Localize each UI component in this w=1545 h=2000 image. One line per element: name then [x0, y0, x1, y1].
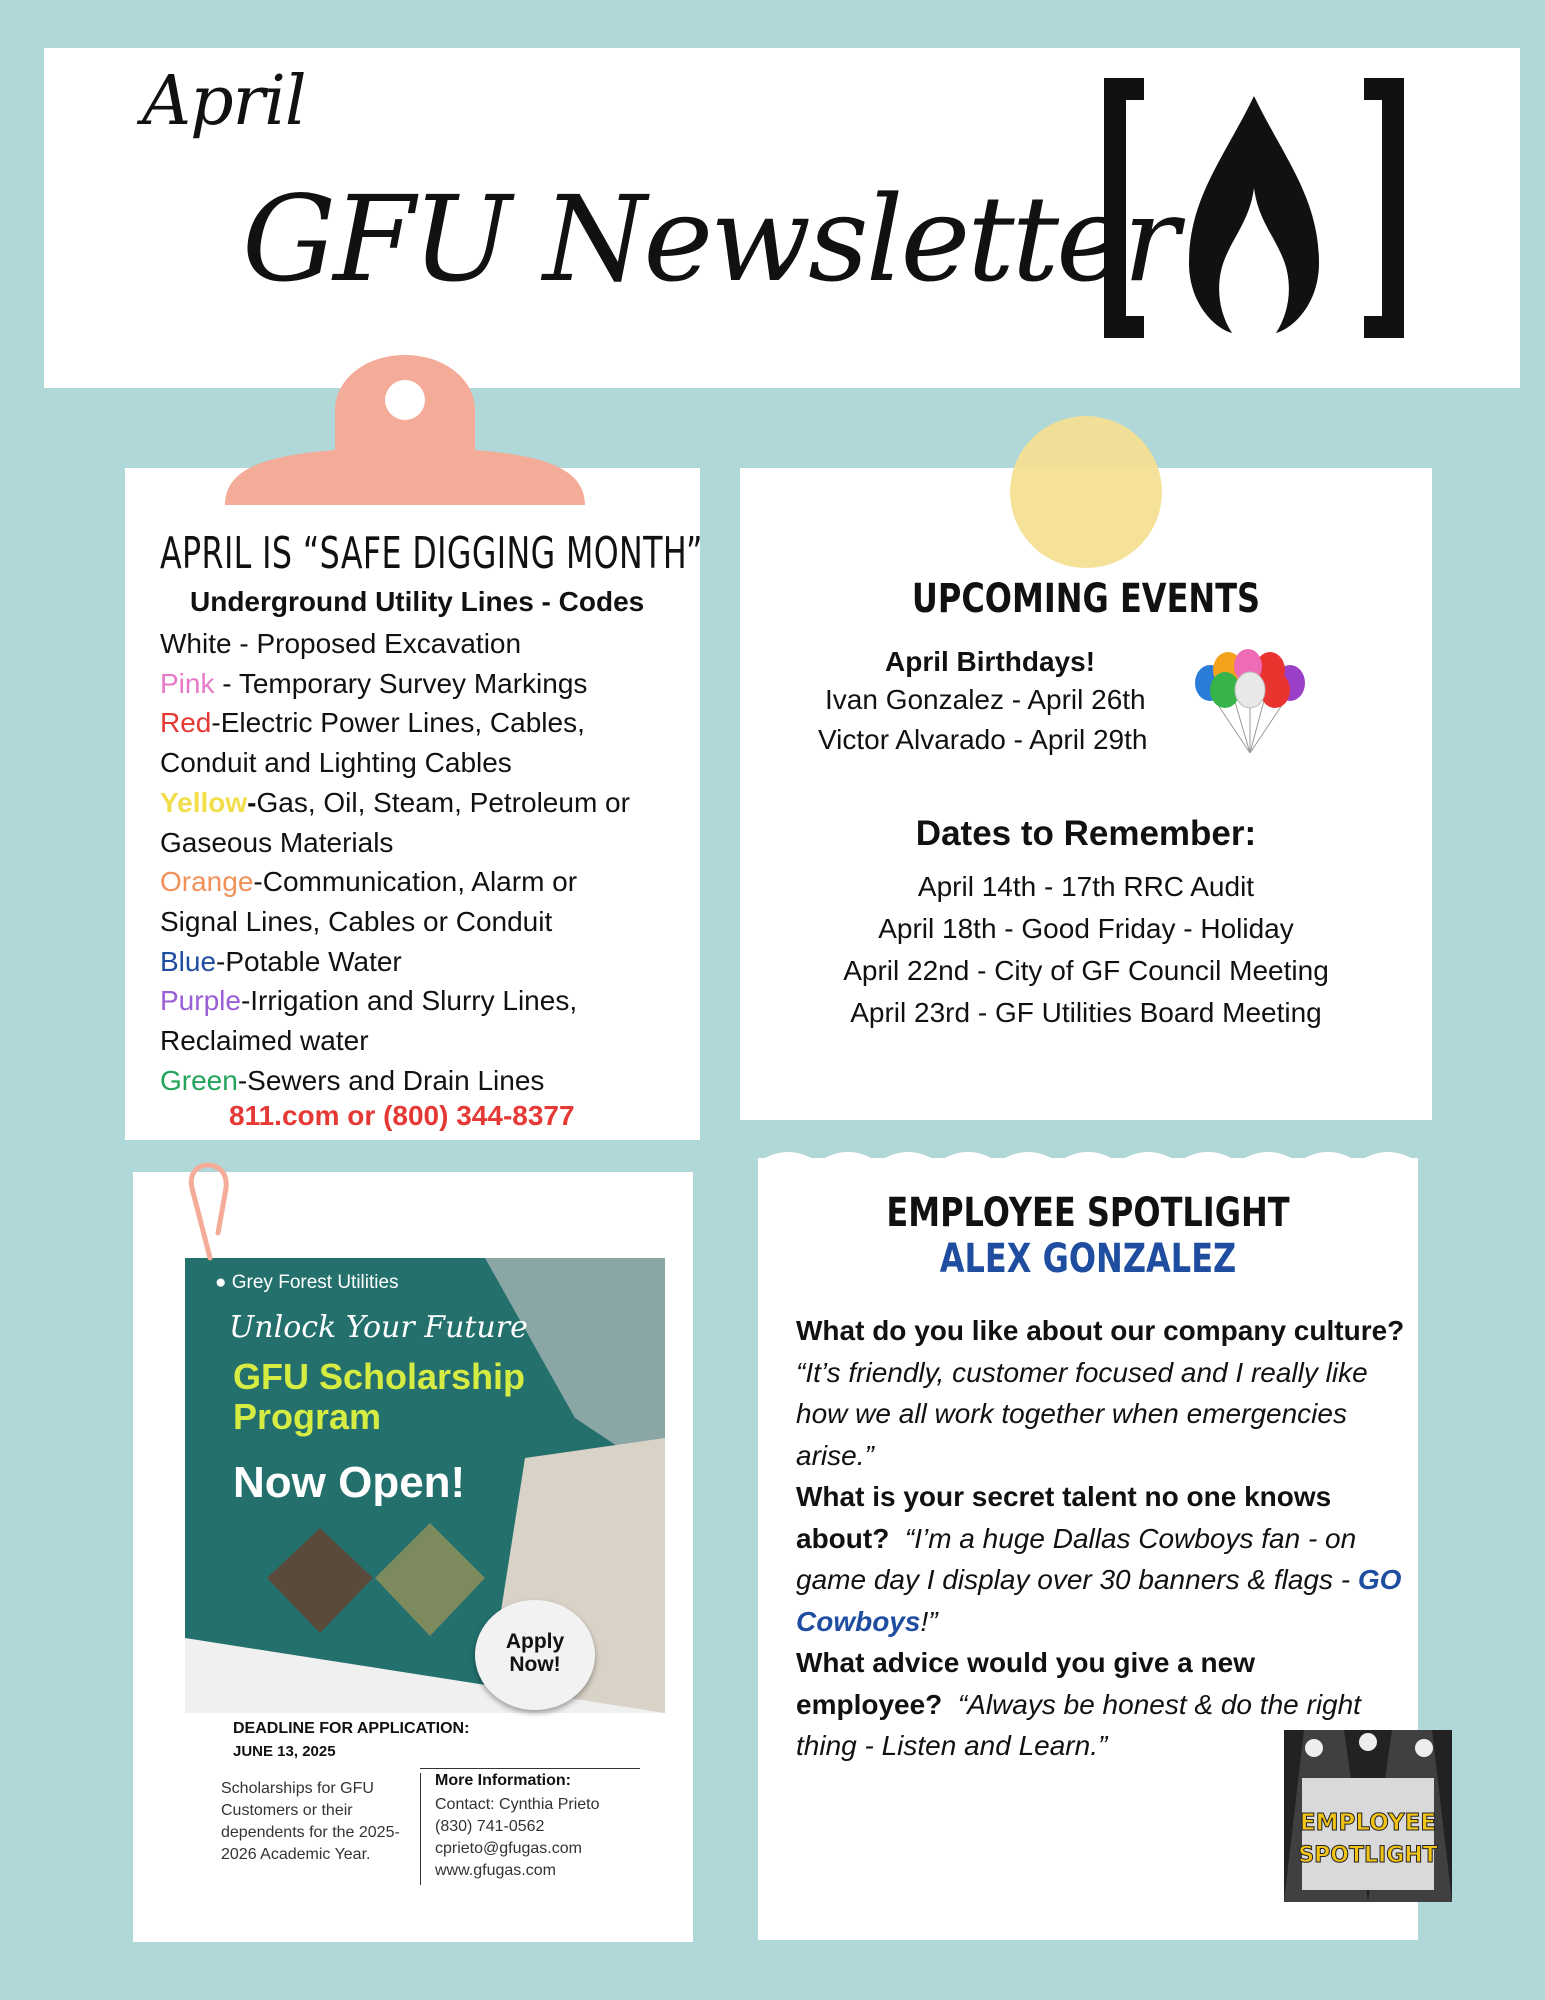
code-separator: - — [231, 628, 257, 659]
code-separator: - — [240, 985, 251, 1017]
contact-phone: (830) 741-0562 — [435, 1818, 545, 1835]
spotlight-badge-icon — [1284, 1730, 1452, 1902]
code-separator: - — [214, 667, 239, 699]
spotlight-employee-name: ALEX GONZALEZ — [939, 1236, 1237, 1282]
spotlight-title: EMPLOYEE SPOTLIGHT — [886, 1190, 1290, 1236]
answer-2: “I’m a huge Dallas Cowboys fan - on game day I display over 30 banners & flags - — [796, 1522, 1358, 1595]
answer-2-end: !” — [920, 1605, 938, 1637]
apply-now-label: Apply — [505, 1630, 565, 1653]
birthday-item: Victor Alvarado - April 29th — [818, 724, 1148, 755]
code-description: Proposed Excavation — [256, 628, 522, 659]
code-separator: - — [253, 866, 263, 898]
code-yellow-continued: Gaseous Materials — [160, 826, 394, 858]
spotlight-qa — [796, 1310, 1416, 1767]
flyer-divider-horizontal — [420, 1768, 640, 1769]
scholarship-card — [133, 1172, 693, 1942]
flyer-divider-vertical — [420, 1773, 421, 1885]
contact-name: Contact: Cynthia Prieto — [435, 1796, 600, 1813]
newsletter-header — [44, 48, 1520, 388]
code-description: Gas, Oil, Steam, Petroleum or — [256, 786, 630, 818]
answer-3: “Always be honest & do the right thing - Listen and Learn.” — [796, 1688, 1361, 1761]
more-info-label: More Information: — [435, 1772, 571, 1789]
dig-contact-info: 811.com or (800) 344-8377 — [229, 1100, 575, 1131]
pin-decoration — [1010, 416, 1162, 568]
code-purple — [160, 981, 630, 1021]
code-color-name: Yellow — [160, 786, 248, 818]
safe-digging-title: APRIL IS “SAFE DIGGING MONTH” — [160, 528, 703, 579]
safe-digging-subtitle: Underground Utility Lines - Codes — [190, 586, 645, 617]
code-separator: - — [237, 1064, 248, 1096]
scholarship-description: Scholarships for GFU Customers or their dependents for the 2025-2026 Academic Year. — [221, 1780, 400, 1863]
balloons-icon — [1190, 648, 1310, 758]
go-cowboys: GO Cowboys — [796, 1564, 1402, 1637]
date-item: April 23rd - GF Utilities Board Meeting — [850, 997, 1322, 1028]
flyer-program-title-2: Program — [233, 1396, 382, 1437]
code-separator: - — [211, 707, 221, 739]
code-pink — [160, 664, 630, 704]
code-description: Communication, Alarm or — [262, 866, 578, 898]
code-orange-continued: Signal Lines, Cables or Conduit — [160, 905, 553, 937]
code-orange — [160, 862, 630, 902]
answer-1: “It’s friendly, customer focused and I really like how we all work together when emergencies arise.” — [796, 1356, 1368, 1471]
badge-line-2: SPOTLIGHT — [1298, 1843, 1438, 1868]
date-item: April 14th - 17th RRC Audit — [917, 871, 1255, 902]
flyer-banner — [185, 1258, 665, 1713]
birthday-item: Ivan Gonzalez - April 26th — [825, 684, 1146, 715]
events-title: UPCOMING EVENTS — [911, 576, 1261, 622]
dates-heading: Dates to Remember: — [915, 814, 1257, 853]
contact-email[interactable]: cprieto@gfugas.com — [435, 1840, 582, 1857]
apply-now-button[interactable] — [475, 1600, 595, 1710]
code-description: Electric Power Lines, Cables, — [220, 707, 585, 739]
code-separator: - — [247, 786, 257, 818]
code-color-name: Red — [160, 707, 212, 739]
code-color-name: Purple — [160, 985, 241, 1017]
code-description: Temporary Survey Markings — [238, 667, 588, 699]
date-item: April 18th - Good Friday - Holiday — [878, 913, 1294, 944]
flyer-program-title: GFU Scholarship — [233, 1356, 526, 1397]
code-separator: - — [216, 945, 226, 977]
contact-website[interactable]: www.gfugas.com — [435, 1862, 556, 1879]
question-2: What is your secret talent no one knows about? — [796, 1481, 1332, 1554]
paperclip-icon — [180, 1158, 250, 1268]
code-color-name: White — [160, 628, 232, 659]
flyer-org-name: ● Grey Forest Utilities — [215, 1272, 399, 1293]
code-white — [160, 624, 630, 664]
code-red — [160, 703, 630, 743]
code-description: Irrigation and Slurry Lines, — [250, 985, 578, 1017]
code-blue — [160, 942, 630, 982]
month-label: April — [142, 62, 306, 141]
deadline-date: JUNE 13, 2025 — [233, 1743, 336, 1760]
newsletter-title: GFU Newsletter — [242, 170, 1177, 308]
flame-logo-icon — [1104, 78, 1404, 338]
question-1: What do you like about our company culture? — [796, 1315, 1405, 1346]
deadline-label: DEADLINE FOR APPLICATION: — [233, 1720, 470, 1737]
flyer-now-open: Now Open! — [233, 1458, 466, 1507]
code-color-name: Blue — [160, 945, 217, 977]
apply-now-label-2: Now! — [509, 1653, 561, 1676]
code-color-name: Orange — [160, 866, 254, 898]
badge-line-1: EMPLOYEE — [1299, 1810, 1437, 1836]
birthdays-heading: April Birthdays! — [885, 646, 1096, 677]
date-item: April 22nd - City of GF Council Meeting — [843, 955, 1329, 986]
code-description: Sewers and Drain Lines — [247, 1064, 545, 1096]
utility-code-list — [160, 624, 630, 1100]
scholarship-flyer[interactable] — [185, 1258, 665, 1904]
safe-digging-card — [125, 468, 703, 1140]
flyer-tagline: Unlock Your Future — [229, 1310, 528, 1345]
code-color-name: Pink — [160, 667, 215, 699]
question-3: What advice would you give a new employee? — [796, 1647, 1255, 1720]
code-green — [160, 1061, 630, 1101]
code-yellow — [160, 783, 630, 823]
binder-clip-icon — [215, 355, 595, 515]
code-red-continued: Conduit and Lighting Cables — [160, 747, 512, 779]
code-description: Potable Water — [225, 945, 402, 977]
code-purple-continued: Reclaimed water — [160, 1025, 369, 1057]
dates-list — [740, 866, 1432, 1034]
code-color-name: Green — [160, 1064, 238, 1096]
